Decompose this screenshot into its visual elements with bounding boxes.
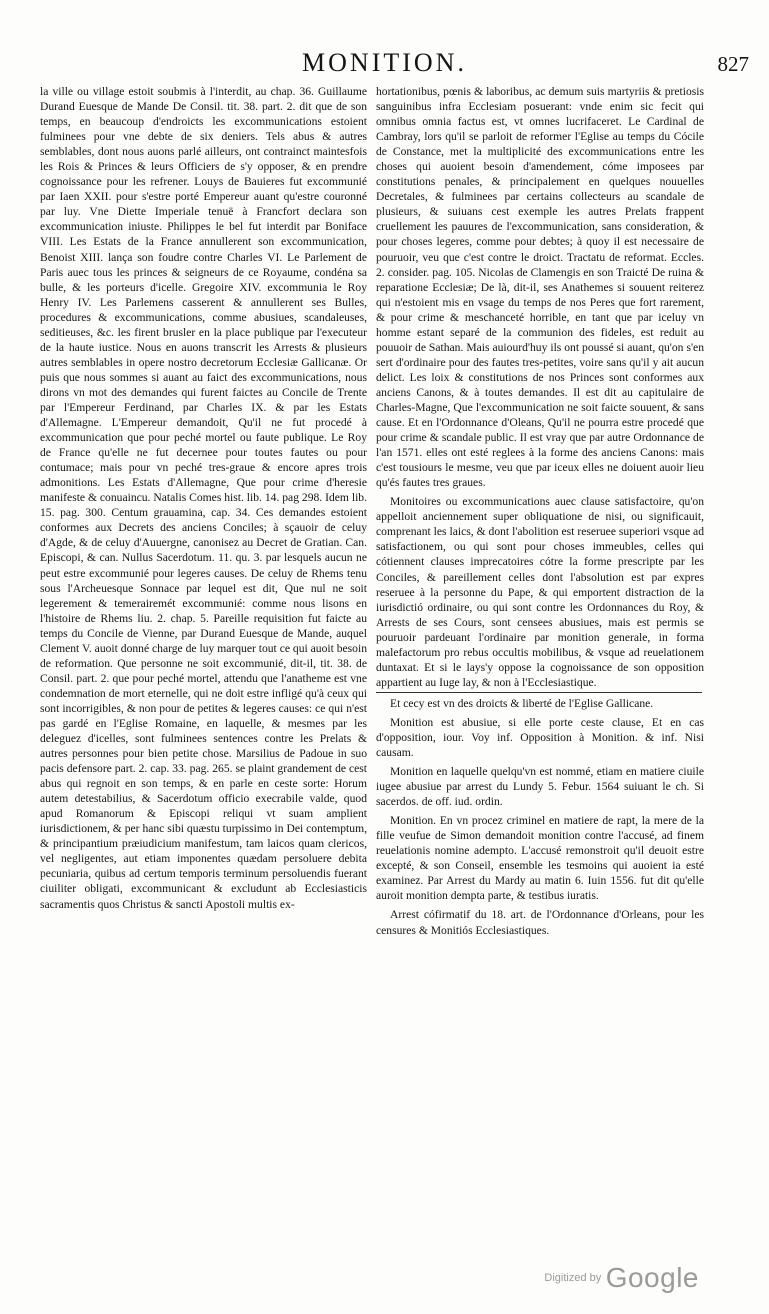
running-head	[0, 48, 769, 78]
watermark-label: Digitized by	[544, 1272, 602, 1284]
section-divider	[376, 692, 702, 693]
right-paragraph: Monition en laquelle quelqu'vn est nommé, etiam en matiere ciuile iugee abusiue par arrest du Lundy 5. Febur. 1564 suiuant le ch. Si sacerdos. de off. iud. ordin.	[376, 765, 704, 809]
digitization-watermark	[544, 1262, 699, 1294]
right-column	[376, 84, 704, 1194]
page-number: 827	[717, 52, 749, 76]
right-paragraph: Monition est abusiue, si elle porte ceste clause, Et en cas d'opposition, iour. Voy inf. Opposition à Monition. & inf. Nisi causam.	[376, 715, 704, 760]
left-paragraph: la ville ou village estoit soubmis à l'interdit, au chap. 36. Guillaume Durand Euesque de Mande De Consil. tit. 38. part. 2. dit que de son temps, en beaucoup d'endroicts les excommunications estoient fulminees pour vne debte de six deniers. Tels abus & autres semblables, dont nous auons parlé ailleurs, ont contrainct maintesfois les Rois & Princes & leurs Officiers de s'y opposer, & en prendre cognoissance pour les refrener. Louys de Bauieres fut excommunié par Iaen XXII. pour s'estre porté Empereur auant qu'estre couronné par luy. Vne Diette Imperiale tenuë à Francfort declara son excommunication iniuste. Philippes le bel fut interdit par Boniface VIII. Les Estats de la France annullerent son excommunication, Benoist XIII. lança son foudre contre Charles VI. Le Parlement de Paris auec tous les princes & seigneurs de ce Royaume, condéna sa bulle, & les porteurs d'icelle. Gregoire XIV. excommunia le Roy Henry IV. Les Parlemens casserent & annullerent ses Bulles, procedures & excommunications, comme abusiues, scandaleuses, seditieuses, &c. les firent brusler en la place publique par l'executeur de la haute iustice. Nous en auons transcrit les Arrests & plusieurs autres semblables in opere nostro decretorum Ecclesiæ Gallicanæ. Or puis que nous sommes si auant au faict des excommunications, nous dirons vn mot des demandes qui furent faictes au Concile de Trente par l'Empereur Ferdinand, par Charles IX. & par les Estats d'Allemagne. L'Empereur demandoit, Qu'il ne fut procedé à excommunication que pour peché mortel ou faute publique. Le Roy de France qu'elle ne fut decernee pour toutes fautes ou pour contumace; mais pour vn peché tres-graue & encore apres trois admonitions. Les Estats d'Allemagne, Que pour crime d'heresie manifeste & conuaincu. Natalis Comes hist. lib. 14. pag 298. Idem lib. 15. pag. 300. Centum grauamina, cap. 34. Ces demandes estoient conformes aux Decrets des anciens Conciles; à sçauoir de celuy d'Agde, & de celuy d'Auuergne, canonisez au Decret de Gratian. Can. Episcopi, & can. Nullus Sacerdotum. 11. qu. 3. par lesquels aucun ne peut estre excommunié pour legeres causes. De celuy de Rhems tenu sous l'Archeuesque Sonnace par lequel est dit, Que nul ne soit legerement & temerairemét excommunié: comme nous lisons en l'histoire de Rhems liu. 2. chap. 5. Pareille requisition fut faicte au temps du Concile de Vienne, par Durand Euesque de Mande, auquel Clement V. auoit donné charge de luy marquer tout ce qui auoit besoin de reformation. Que personne ne soit excommunié, dit-il, tit. 38. de Consil. part. 2. que pour peché mortel, attendu que l'anatheme est vne condemnation de mort eternelle, qui ne doit estre infligé qu'à ceux qui sont incorrigibles, & non pour de petites & legeres causes: ce qui n'est pas gardé en l'Eglise Romaine, en laquelle, & mesmes par les deleguez d'icelles, sont fulminees sentences contre les Prelats & autres personnes pour bien petite chose. Marsilius de Padoue in suo pacis defensore part. 2. cap. 33. pag. 265. se plaint grandement de cest abus qui regnoit en son temps, & en parle en ceste sorte: Horum autem detestabilius, & Sacerdotum officio execrabile valde, quod apud Romanorum & Episcopi reliqui vt suam amplient iurisdictionem, & per hanc sibi quæstu turpissimo in Dei contemptum, & principantium præiudicium manifestum, tam laicos quam clericos, vel negligentes, aut etiam imponentes quædam persoluere debita pecuniaria, quibus ad certum temporis terminum persoluendis fuerant ciuiliter obligati, excommunicant & excludunt ab Ecclesiasticis sacramentis quos Christus & sancti Apostoli multis ex-	[40, 85, 367, 911]
right-paragraph: Monition. En vn procez criminel en matiere de rapt, la mere de la fille veufue de Simon demandoit monition contre l'accusé, ad finem reuelationis nomine adempto. L'accusé remonstroit qu'il deuoit estre excepté, & son Conseil, ensemble les tesmoins qui auoient ia esté examinez. Par Arrest du Mardy au matin 6. Iuin 1556. fut dit qu'elle auroit monition dempta parte, & testibus iuratis.	[376, 814, 704, 903]
watermark-brand-logo: Google	[605, 1262, 699, 1293]
right-paragraph: Monitoires ou excommunications auec clause satisfactoire, qu'on appelloit anciennement super obliquatione de nisi, ou significauit, comprenant les laics, & dont l'abolition est reseruee superiori vsque ad satisfactionem, ou qui sont pour choses immeubles, celles qui cótiennent clauses imprecatoires cótre la forme prescripte par les Conciles, & pareillement celles dont l'absolution est par expres reseruee à la personne du Pape, & qui emportent distraction de la iurisdictió ordinaire, ou qui sont contre les Ordonnances du Roy, & Arrests de ses Cours, sont censees abusiues, mais est permis se pouruoir pardeuant l'ordinaire par monition generale, in forma malefactorum pro rebus occultis mobilibus, & vsque ad reuelationem duntaxat. Et si le lays'y oppose la cognoissance de son opposition appartient au Iuge lay, & non à l'Ecclesiastique.	[376, 495, 704, 689]
page-title: MONITION.	[302, 48, 467, 77]
right-paragraph: hortationibus, pœnis & laboribus, ac demum suis martyriis & pretiosis sanguinibus infra Ecclesiam posuerant: vnde enim sic fecit qui omnibus omnia factus est, vt omnes lucrifaceret. Le Cardinal de Cambray, lors qu'il se parloit de reformer l'Eglise au temps du Cócile de Constance, met la multiplicité des excommunications entre les choses qui auoient besoin d'amendement, cóme imposees par constitutions penales, & principalement en quelques nouuelles Decretales, & fulminees par certains collecteurs au scandale de plusieurs, & suiuans cest exemple les autres Prelats frappent cruellement les pauures de l'excommunication, sans consideration, & pour choses legeres, comme pour debtes; à quoy il est necessaire de pouruoir, veu que c'est contre le droict. Tractatu de reformat. Eccles. 2. consider. pag. 105. Nicolas de Clamengis en son Traicté De ruina & reparatione Ecclesiæ; De là, dit-il, ses Anathemes si souuent reiterez qui n'estoient mis en vsage du temps de nos Peres que fort rarement, & pour crime & meschanceté horrible, en tant que par iceluy vn homme estant separé de la communion des fideles, est reduit au pouuoir de Sathan. Mais auiourd'huy ils ont poussé si auant, qu'on s'en sert d'ordinaire pour des fautes tres-petites, voire sans qu'il y ait aucun delict. Les loix & constitutions de nos Princes sont conformes aux anciens Canons, & à toutes demandes. Il est dit au capitulaire de Charles-Magne, Que l'excommunication ne soit faicte souuent, & sans cause. Et en l'Ordonnance d'Oleans, Qu'il ne pourra estre procedé que pour crime & scandale public. Il est vray que par autre Ordonnance de l'an 1571. elles ont esté reglees à la forme des anciens Canons: mais c'est tousiours le mesme, veu que par iceux elles ne doiuent auoir lieu qu'és fautes tres graues.	[376, 85, 704, 490]
right-paragraph: Et cecy est vn des droicts & liberté de l'Eglise Gallicane.	[390, 696, 654, 710]
left-column	[40, 84, 367, 1194]
right-paragraph: Arrest cófirmatif du 18. art. de l'Ordonnance d'Orleans, pour les censures & Monitiós Ecclesiastiques.	[376, 908, 704, 937]
